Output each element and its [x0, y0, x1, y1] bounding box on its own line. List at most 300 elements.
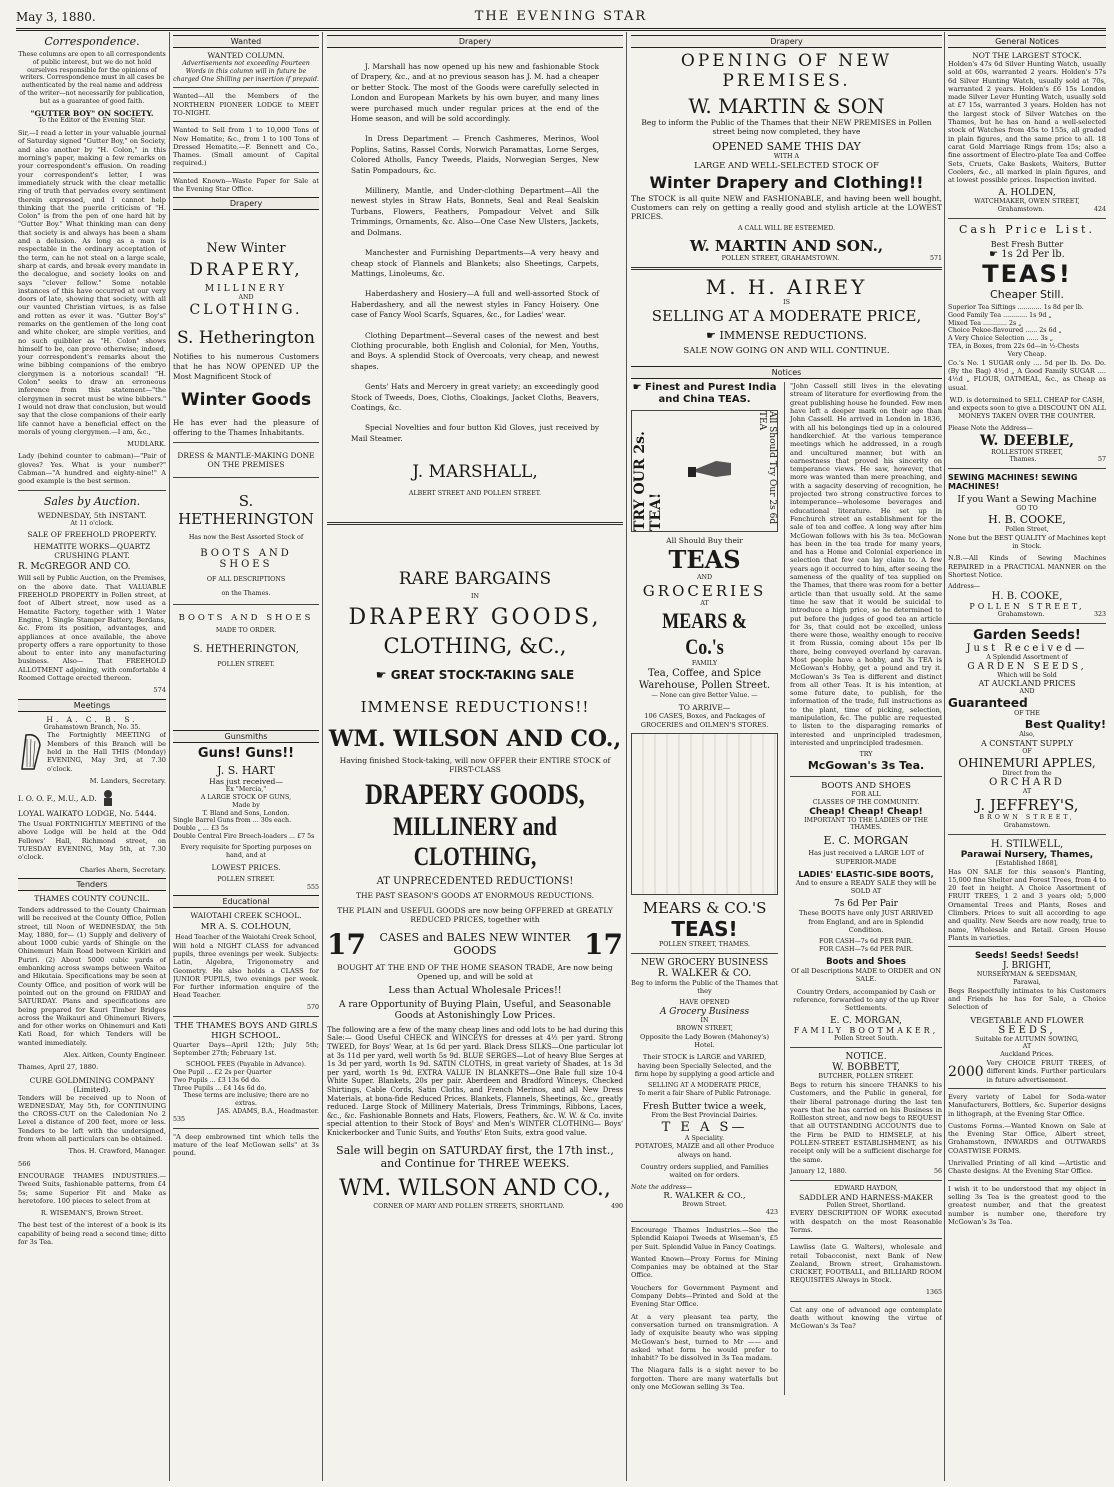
ready-sale: And to ensure a READY SALE they will be SOLD AT [795, 878, 937, 896]
cassell-story: "John Cassell still lives in the elevating stream of literature for everflowing from the great publishing house he founded. Few men have left a deeper mark on their age than John Cassell. He arrived in London in 1836, with all his belongings tied up in a coloured handkerchief. At the various temperance meetings which he addressed, in a rough and uncultured manner, but with an earnestness that proved his sincerity on temperance views. He saw, however, that more was wanted than mere preaching, and with a sagacity deserving of recognition, he projected two strong constructive forces to intemperance—wholesome beverages and educational literature. He set up in Fenchurch street an establishment for the sale of tea and coffee. A long way after him McGowan follows with his 3s tea. McGowan has been in the tea trade for many years, and has a Home and Colonial experience in selection that few can lay claim to. A few years ago it occurred to him, after seeing the sameness of the quality of tea supplied on the Thames, that there was room for a better article than that usually sold. At the same time he saw that it would be suicidal to introduce a high price, so he determined to put before the judges of good tea an article for 3s, that could not be excelled, unless there were those, wealthy enough to receive it from Russia, coming about 15s per lb there, being conveyed overland by caravan. Most people have a hobby, and 3s TEA is McGowan's Hobby, get a pound and try it. McGowan's 3s Tea is different and distinct from all other Teas. It is his intention, at some future date, to publish, for the information of the trade, full instructions as to the plant, time of picking, selection, manipulation, &c. The public are requested to listen to the disparaging remarks of interested and unprincipled tradesmen, interested and unprincipled tradesmen. [790, 382, 942, 747]
lodge-body: The Usual FORTNIGHTLY MEETING of the above Lodge will be held at the Odd Fellows' Hall, Richmond street, on TUESDAY EVENING, May 5th, at 7.30 o'clock. [18, 820, 166, 862]
tea-price-row: A Very Choice Selection ...... 3s „ [948, 335, 1053, 343]
hetherington-name: S. Hetherington [177, 328, 315, 349]
please-note: Please Note the Address— [948, 424, 1033, 432]
airey-reductions: ☛ IMMENSE REDUCTIONS. [706, 329, 867, 343]
tcc-body: Tenders addressed to the County Chairman will be received at the County Office, Pollen street, till Noon of WEDNESDAY, the 5th May, 1880, for— (1) Supply and delivery of about 1000 cubic yards of Shingle on the Ohinemuri Main Road between Kirikiri and Puriri. (2) About 5000 cubic yards of embanking across swamps between Waitoa and Hikutaia. Specifications may be seen at County Office, and position of work will be pointed out on the ground on FRIDAY and SATURDAY. Plans and specifications are being prepared for Kauri Timber Bridges across the Waikauri and Ohinemuri Rivers, and for other works on Ohinemuri and Kati Kati Road, for which Tenders will be wanted immediately. [18, 905, 166, 1047]
ad-new-winter: New Winter [206, 241, 286, 257]
column-5 [948, 32, 1106, 1483]
section-sales-by-auction: Sales by Auction. [43, 494, 141, 508]
seeds-seeds: Seeds! Seeds! Seeds! [975, 951, 1079, 962]
mcgowan-wish: I wish it to be understood that my object in selling 3s Tea is the greatest good to the greatest number, and that the greatest number is number one, therefore try McGowan's 3s Tea. [948, 1184, 1106, 1226]
hart-stock: A LARGE STOCK OF GUNS, [200, 793, 292, 801]
airey-selling: SELLING AT A MODERATE PRICE, [651, 307, 922, 326]
wanted-ad: Wanted to Sell from 1 to 10,000 Tons of New Hematite; &c., from 1 to 100 Tons of Dressed Hematite.—F. Bennett and Co., Thames. (Small amount of Capital required.) [173, 126, 319, 168]
hart-made-by: Made by [232, 801, 260, 809]
parawai-nursery: Parawai Nursery, Thames, [960, 849, 1094, 860]
wilson-name: WM. WILSON AND CO., [328, 725, 622, 752]
two-thousand: 2000 [948, 1063, 984, 1080]
bright-auckland: Auckland Prices. [1000, 1051, 1054, 1059]
garden-seeds-2: GARDEN SEEDS, [967, 661, 1087, 672]
garden-seeds: Garden Seeds! [973, 627, 1081, 643]
walker-beg: Beg to inform the Public of the Thames that they [631, 978, 778, 996]
made-to-order: Of all Descriptions MADE to ORDER and ON SALE. [791, 966, 942, 984]
pointing-hand-icon: ☛ [375, 667, 391, 682]
butter-price: ☛ 1s 2d Per lb. [989, 249, 1065, 261]
marshall-intro: J. Marshall has now opened up his new and fashionable Stock of Drapery, &c., and at no previous season has J. M. had a cheaper or better Stock. The most of the Goods were carefully selected in London and European Markets by his own buyer, and many lines were purchased much under regular prices at the end of the Home season, and will be sold accordingly. [351, 62, 599, 124]
notices-left-column [631, 382, 778, 1395]
opened-same-day: OPENED SAME THIS DAY [712, 140, 861, 153]
hacbs-body: The Fortnightly MEETING of Members of this Branch will be held in the Hall THIS (Monday) EVENING, May 3rd, at 7.30 o'clock. [47, 731, 166, 773]
tea-coffee-house: Tea, Coffee, and Spice Warehouse, Pollen Street. [638, 667, 771, 691]
morgan-address: Pollen Street South. [833, 1035, 899, 1043]
potatoes: POTATOES, MAIZE and all other Produce always on hand. [634, 1142, 775, 1159]
on-thames: on the Thames. [221, 589, 271, 597]
saddler-heading: SADDLER AND HARNESS-MAKER [799, 1192, 933, 1202]
walker-street: Brown Street. [682, 1201, 727, 1209]
of-the: OF THE [1014, 710, 1040, 718]
mcgowan-note: Cat any one of advanced age contemplate death without knowing the virtue of McGowan's 3s Tea? [790, 1305, 942, 1331]
grocery-business: A Grocery Business [659, 1007, 750, 1018]
sugar-prices: Co.'s No. 1 SUGAR only .... 5d per lb. Do. Do. (By the Bag) 4½d „ A Good Family SUGAR .... 4½d „ FLOUR, OATMEAL, &c., as Cheap as usual. [948, 358, 1106, 392]
to-arrive-body: 106 CASES, Boxes, and Packages of GROCERIES and OILMEN'S STORES. [640, 712, 769, 729]
lodge-name: LOYAL WAIKATO LODGE, No. 5444. [18, 809, 157, 819]
auction-title: SALE OF FREEHOLD PROPERTY. [27, 530, 157, 540]
ad-number: 424 [1093, 206, 1106, 214]
morgan-body: Has just received a LARGE LOT of SUPERIOR-MADE [808, 849, 924, 866]
bobbett-body: Begs to return his sincere THANKS to his Customers, and the Public in general, for their liberal patronage during the last ten years that he has carried on his Business in Rollleston street, and now begs to REQUEST that all OUTSTANDING ACCOUNTS due to the Firm be PAID to HIMSELF, at his POLLEN-STREET ESTABLISHMENT, as his receipt only will be a sufficient discharge for the same. [790, 1080, 942, 1164]
price-per-pair: 7s 6d Per Pair [834, 899, 898, 910]
bought-at: BOUGHT AT THE END OF THE HOME SEASON TRADE, Are now being Opened up, and will be sold at [337, 962, 613, 981]
martin-call: A CALL WILL BE ESTEEMED. [737, 224, 835, 232]
bright-body: Begs Respectfully intimates to his Customers and Friends he has for Sale, a Choice Selection of [948, 986, 1106, 1012]
cooke-address-label: Address— [948, 583, 981, 591]
boots-and-shoes-2: BOOTS AND SHOES [178, 612, 314, 623]
ad-number: 535 [173, 1115, 186, 1123]
airey-is: IS [783, 299, 790, 307]
pointing-hand-icon: ☛ [632, 382, 646, 394]
cooke-none-but: None but the BEST QUALITY of Machines kept in Stock. [948, 533, 1106, 550]
column-4 [631, 32, 942, 1483]
gun-price-row: Double Central Fire Breech-loaders ... £7 5s [173, 832, 315, 840]
section-gunsmiths: Gunsmiths [173, 730, 319, 743]
customs-forms: Customs Forms.—Wanted Known on Sale at the Evening Star Office, Albert street, Grahamstown, INWARDS and OUTWARDS COASTWISE FORMS. [948, 1121, 1106, 1155]
groceries-heading: GROCERIES [642, 581, 767, 600]
millinery-department: Millinery, Mantle, and Under-clothing Department—All the newest styles in Straw Hats, Bonnets, Seal and Real Sealskin Turbans, Flowers, Feathers, Pompadour Velvet and Silk Trimmings, Ornaments, &c. Also—One Case New Ulsters, Jackets, and Dolmans. [351, 186, 599, 237]
tea-illustration [631, 410, 778, 532]
ohinemuri-apples: OHINEMURI APPLES, [958, 755, 1096, 770]
walker-stock: Their STOCK is LARGE and VARIED, having been Specially Selected, and the firm hope by supplying a good article and [634, 1053, 775, 1078]
seventeen-right: 17 [584, 927, 623, 961]
tea-note: The best test of the interest of a book is its capability of being read a second time; ditto for 3s Tea. [18, 1221, 166, 1247]
stilwell-body: Has ON SALE for this season's Planting, 15,000 fine Shelter and Forest Trees, from 4 to 20 feet in height. A Choice Assortment of FRUIT TREES, 1 2 and 3 years old; 5,000 Ornamental Trees and Plants, Roses and Climbers. Prices to suit all according to age and quality. New Seeds are now ready, true to name, Wholesale and Retail. Green House Plants in varieties. [948, 867, 1106, 942]
all-should-buy: All Should Buy their [666, 536, 743, 546]
martin-beg: Beg to inform the Public of the Thames that their NEW PREMISES in Pollen street being now completed, they have [641, 118, 932, 136]
hacbs-heading: H. A. C. B. S. [46, 714, 138, 724]
ad-number: 574 [153, 686, 166, 695]
holden-town: Grahamstown. [997, 206, 1045, 214]
divider [18, 490, 166, 491]
speciality: A Speciality. [684, 1134, 725, 1142]
hetherington-name-2: S. HETHERINGTON [178, 492, 314, 529]
section-tenders: Tenders [18, 878, 166, 891]
to-arrive: TO ARRIVE— [678, 703, 731, 713]
stock-taking-sale: ☛ GREAT STOCK-TAKING SALE [375, 667, 575, 682]
wilson-address: CORNER OF MARY AND POLLEN STREETS, SHORTLAND. [373, 1202, 565, 1210]
auction-firm: R. McGREGOR AND CO. [18, 562, 131, 573]
rare-opportunity: A rare Opportunity of Buying Plain, Useful, and Seasonable Goods at Astonishingly Low Prices. [339, 999, 611, 1021]
encourage-notice-2: Encourage Thames Industries.—See the Splendid Kaiapoi Tweeds at Wiseman's, £5 per Suit. Splendid Value in Fancy Coatings. [631, 1226, 779, 1251]
oddfellows-emblem-icon [101, 789, 115, 807]
of: OF [1022, 747, 1032, 755]
elastic-side-boots: LADIES' ELASTIC-SIDE BOOTS, [798, 869, 934, 879]
cure-body: Tenders will be received up to Noon of WEDNESDAY, May 5th, for CONTINUING the CROSS-CUT on the Caledonian No 2 Level a distance of 200 feet, more or less. Tenders to be left with the undersigned, from whom all particulars can be obtained. [18, 1093, 166, 1144]
wanted-ad: Wanted—All the Members of the NORTHERN PIONEER LODGE to MEET TO-NIGHT. [173, 92, 319, 117]
winter-drapery: Winter Drapery and Clothing!! [649, 172, 924, 192]
wanted-column-heading: WANTED COLUMN. [207, 51, 285, 60]
try-2s-tea: TRY OUR 2s. TEA! [632, 431, 664, 532]
manchester-department: Manchester and Furnishing Departments—A very heavy and cheap stock of Flannels and Blankets; also Sheetings, Carpets, Mattings, Linoleums, &c. [351, 248, 599, 278]
just-received: Just Received— [966, 642, 1088, 654]
mears-name: MEARS & Co.'s [662, 607, 747, 659]
opening-new-premises: OPENING OF NEW PREMISES. [680, 51, 893, 91]
special-novelties: Special Novelties and four button Kid Gloves, just received by Mail Steamer. [351, 423, 599, 443]
auckland-prices: AT AUCKLAND PRICES [978, 679, 1076, 689]
large-stock: LARGE AND WELL-SELECTED STOCK OF [694, 160, 879, 171]
martin-name: W. MARTIN & SON [688, 94, 885, 118]
ad-number: 1365 [925, 1288, 942, 1296]
finest-teas: ☛ Finest and Purest India and China TEAS. [632, 382, 777, 406]
note-address: Note the address— [631, 1183, 693, 1191]
marshall-address: ALBERT STREET AND POLLEN STREET. [408, 490, 542, 498]
harp-emblem-icon [18, 731, 44, 771]
splendid-assortment: A Splendid Assortment of [986, 653, 1068, 661]
all-classes: CLASSES OF THE COMMUNITY. [812, 798, 920, 806]
try-mcgowan: TRY [859, 751, 873, 759]
section-general-notices: General Notices [948, 35, 1106, 48]
has-now: Has now the Best Assorted Stock of [188, 534, 304, 542]
teas-and: AND [696, 574, 713, 582]
wanted-note: Advertisements not exceeding Fourteen Words in this column will in future be charged One Shilling per insertion if prepaid. [173, 60, 319, 83]
country-orders: Country orders supplied, and Families waited on for orders. [640, 1163, 769, 1180]
immense-reductions: IMMENSE REDUCTIONS!! [360, 697, 590, 716]
wilson-name-2: WM. WILSON AND CO., [339, 1175, 611, 1201]
gents-department: Gents' Hats and Mercery in great variety; an exceedingly good Stock of Tweeds, Does, Cloths, Cloakings, Jacket Cloths, Beavers, Coatings, &c. [351, 382, 599, 412]
notices-right-column [784, 382, 942, 1395]
walker-name: R. WALKER & CO. [657, 967, 752, 979]
go-to: GO TO [1016, 505, 1038, 513]
column-rule [944, 32, 945, 1481]
family: FAMILY [691, 659, 718, 667]
boots-shoes: BOOTS AND SHOES [821, 781, 911, 792]
ad-number: 57 [1097, 456, 1106, 464]
autumn-sowing: Suitable for AUTUMN SOWING, [975, 1035, 1079, 1043]
gun-price-row: Double „ ... £3 5s [173, 825, 229, 833]
tea-price-row: Choice Pekoe-flavoured ...... 2s 6d „ [948, 327, 1062, 335]
martin-stock: The STOCK is all quite NEW and FASHIONABLE, and having been well bought, Customers can rely on getting a really good and stylish article at the LOWEST PRICES. [631, 193, 942, 221]
all-descriptions: OF ALL DESCRIPTIONS [206, 575, 286, 583]
drapery-goods-big: DRAPERY GOODS, [365, 777, 585, 811]
hacbs-branch: Grahamstown Branch, No. 35. [43, 723, 141, 731]
bright-parawai: Parawai, [1013, 979, 1041, 986]
labels-notice: Every variety of Label for Soda-water Manufacturers, Bottlers, &c. Superior designs in lithograph, at the Evening Star Office. [948, 1092, 1106, 1118]
waiotahi-heading: WAIOTAHI CREEK SCHOOL. [190, 910, 302, 920]
ad-number: 56 [933, 1167, 942, 1175]
teas-heading-2: TEAS! [671, 916, 738, 941]
column-rule [169, 32, 170, 1481]
made-to-order: MADE TO ORDER. [215, 626, 277, 634]
ad-number: 571 [929, 254, 942, 262]
auction-time: At 11 o'clock. [70, 519, 114, 527]
pointing-hand-icon: ☛ [989, 249, 1002, 261]
teas-heading: TEAS [668, 545, 741, 575]
holden-body: Holden's 47s 6d Silver Hunting Watch, usually sold at 60s, warranted 2 years. Holden's 57s 6d Silver Hunting Watch, usually sold at 70s, warranted 2 years. Holden's £6 15s London made Silver Lever Hunting Watch, usually sold at £7 15s, warranted 3 years. Holden has not the largest stock of Silver Watches on the Thames, but he has on hand a well-selected stock of Watches from 45s to 155s, all graded in plain figures, and the same price to all. 18 carat Gold Marriage Rings from 15s; also a fine assortment of Electro-plate Tea and Coffee Sets, Cruets, Cake Baskets, Waiters, Butter Coolers, &c., all marked in plain figures, and at lowest possible prices. Inspection invited. [948, 60, 1106, 185]
stilwell-name: H. STILWELL, [990, 838, 1064, 850]
letter-heading: "GUTTER BOY" ON SOCIETY. [30, 108, 154, 118]
walker-name-2: R. WALKER & CO., [663, 1191, 746, 1202]
marshall-name: J. MARSHALL, [412, 462, 538, 483]
walker-brown: BROWN STREET, [676, 1024, 733, 1032]
letter-signature: MUDLARK. [127, 440, 166, 449]
wanted-ad: Wanted Known—Waste Paper for Sale at the Evening Star Office. [173, 176, 319, 194]
niagara: The Niagara falls is a sight never to be forgotten. There are many waterfalls but only one McGowan selling 3s Tea. [631, 1366, 779, 1392]
not-largest-stock: NOT THE LARGEST STOCK. [972, 51, 1082, 60]
hart-received: Has just received— [209, 777, 283, 787]
teas-heading: TEAS! [982, 260, 1072, 289]
fee-row: Three Pupils ... £4 14s 6d do. [173, 1084, 267, 1092]
jeffrey-street: BROWN STREET, [979, 814, 1075, 822]
letter-body: Sir,—I read a letter in your valuable journal of Saturday signed "Gutter Boy," on Society, and also another by "H. Colon," in this morning's paper, making a few remarks on your correspondent's effusion. On reading your correspondent's letter, I was immediately struck with the clear metallic ring of truth that pervades every sentiment therein expressed, and I cannot help thinking that the puerile criticism of "H. Colon" is from the pen of one hard hit by "Gutter Boy." What thinking man can deny that society is and always has been a sham and a delusion. As long as a man is respectable in the ordinary acceptation of the term, can he not steal on a large scale, sharp at cards, and break every mandate in the decalogue, and society looks on and says "clever fellow." Some notable instances of this have occurred at our very doors of late, showing that society, with all our vaunted Christian virtues, is as false and rotten as ever it was. "Gutter Boy's" remarks on the gentlemen of the long coat and white choker, are simple verities, and no such quibbler as "H. Colon" shows himself to be, can prove otherwise; indeed, your correspondent's remarks about the wine bibbing companions of the embryo clergymen is a notorious scandal! "H. Colon" seeks to draw an erroneous inference from this statement—"the clergymen in secret must be wine bibbers." I would not draw that conclusion, but would say that the close companions of their early life cannot have a beneficial effect on the morals of young clergymen.—I am, &c., [18, 129, 166, 436]
millinery-clothing-big: MILLINERY and CLOTHING, [393, 811, 557, 871]
deeble-town: Thames. [1009, 456, 1037, 464]
walker-merit: To merit a fair Share of Public Patronage. [637, 1090, 772, 1098]
hart-ship: Ex "Mercia," [225, 786, 267, 794]
headmaster: JAS. ADAMS, B.A., Headmaster. [217, 1107, 319, 1115]
hart-requisite: Every requisite for Sporting purposes on hand, and at [180, 843, 312, 859]
tcc-heading: THAMES COUNTY COUNCIL. [34, 893, 150, 903]
cheaper-still: Cheaper Still. [990, 288, 1064, 302]
cure-signature: Thos. H. Crawford, Manager. [68, 1147, 166, 1156]
none-better: — None can give Better Value. — [651, 691, 758, 699]
quarter-days: Quarter Days—April 12th; July 5th; September 27th; February 1st. [173, 1040, 319, 1057]
vouchers: Vouchers for Government Payment and Company Debts—Printed and Sold at the Evening Star Office. [631, 1283, 779, 1309]
ad-and: AND [238, 294, 254, 302]
section-educational: Educational [173, 895, 319, 908]
tcc-signature: Alex. Aitken, County Engineer. [63, 1051, 166, 1059]
joke: Lady (behind counter to cabman)—"Pair of gloves? Yes. What is your number?" Cabman—"A hundred and eighty-nine!" A good example is the best sermon. [18, 452, 166, 486]
deeble-name: W. DEEBLE, [980, 432, 1074, 449]
pointing-hand-illustration-icon [686, 441, 736, 501]
column-rule [626, 32, 627, 1481]
ioof-heading: I. O. O. F., M.U., A.D. [18, 793, 97, 803]
saddler-address: Pollen Street, Shortland. [826, 1201, 906, 1209]
auction-date: WEDNESDAY, 5th INSTANT. [37, 510, 147, 520]
important-ladies: IMPORTANT TO THE LADIES OF THE THAMES. [804, 816, 928, 832]
haydon-name: EDWARD HAYDON, [834, 1184, 898, 1192]
tea-note: "A deep embrowned tint which tells the mature of the leaf McGowan sells" at 3s pound. [173, 1132, 319, 1158]
these-boots: These BOOTS have only JUST ARRIVED from England, and are in Splendid Condition. [798, 909, 934, 935]
hart-address: POLLEN STREET. [217, 876, 275, 884]
clothing-department: Clothing Department—Several cases of the newest and best Clothing procurable, both English and Colonial, for Men, Youths, and Boys. A splendid Stock of Overcoats, very cheap, and newest shapes. [351, 330, 599, 371]
tea-dealers-illustration [631, 733, 778, 895]
section-wanted: Wanted [173, 35, 319, 48]
walker-selling: SELLING AT A MODERATE PRICE, [647, 1082, 762, 1090]
morgan-name: E. C. MORGAN [823, 834, 909, 848]
walker-in: IN [700, 1017, 709, 1025]
ad-millinery: MILLINERY [204, 284, 288, 295]
for-cash: FOR CASH—7s 6d PER PAIR. [819, 946, 914, 954]
wilson-having: Having finished Stock-taking, will now OFFER their ENTIRE STOCK of FIRST-CLASS [339, 755, 611, 774]
country-orders-morgan: Country Orders, accompanied by Cash or reference, forwarded to any of the up River Settlements. [793, 987, 939, 1013]
sewing-machines: SEWING MACHINES! SEWING MACHINES! [948, 473, 1078, 492]
boots-and-shoes-heading: Boots and Shoes [826, 956, 906, 967]
with-a: WITH A [773, 153, 800, 160]
cooke-name-2: H. B. COOKE, [991, 590, 1063, 602]
school-fees-heading: SCHOOL FEES (Payable in Advance). [186, 1061, 306, 1069]
airey-name: M. H. AIREY [705, 275, 868, 300]
unrivalled-printing: Unrivalled Printing of all kind —Artistic and Chaste designs. At the Evening Star Office. [948, 1159, 1106, 1176]
winter-goods: Winter Goods [180, 390, 312, 411]
morgan-name-2: E. C. MORGAN, [830, 1016, 902, 1027]
masthead [16, 6, 1106, 31]
column-rule [322, 32, 323, 1481]
ad-number: 323 [1093, 610, 1106, 618]
high-school-heading: THE THAMES BOYS AND GIRLS HIGH SCHOOL. [174, 1020, 318, 1041]
mcgowan-tea: McGowan's 3s Tea. [807, 759, 925, 773]
ad-clothing: CLOTHING. [189, 302, 303, 319]
section-notices: Notices [631, 366, 942, 379]
deeble-street: ROLLESTON STREET, [991, 448, 1063, 456]
for-cash: FOR CASH—7s 6d PER PAIR. [819, 938, 914, 946]
bright-name: J. BRIGHT, [1002, 961, 1052, 972]
if-you-want: If you Want a Sewing Machine [957, 495, 1097, 506]
cooke-town: Grahamstown. [997, 610, 1045, 618]
ad-number: 490 [610, 1202, 623, 1210]
dress-mantle-making: DRESS & MANTLE-MAKING DONE ON THE PREMISES [177, 451, 315, 470]
nurseryman: NURSERYMAN & SEEDSMAN, [976, 971, 1078, 979]
cooke-street: Pollen Street, [1005, 525, 1049, 533]
fee-row: One Pupil ... £2 2s per Quarter [173, 1068, 272, 1076]
bright-at: AT [1022, 1043, 1032, 1051]
wanted-known-proxy: Wanted Known—Proxy Forms for Mining Companies may be obtained at the Star Office. [631, 1254, 779, 1280]
newspaper-title: THE EVENING STAR [474, 9, 648, 24]
bobbett-date: January 12, 1880. [790, 1167, 847, 1175]
cases-new-winter: CASES and BALES NEW WINTER GOODS [379, 931, 571, 958]
hart-name: J. S. HART [217, 764, 275, 778]
walker-opposite: Opposite the Lady Bowen (Mahoney's) Hotel. [640, 1032, 770, 1050]
family-bootmaker: FAMILY BOOTMAKER, [793, 1026, 939, 1036]
hart-maker: T. Bland and Sons, London. [202, 809, 290, 817]
plain-useful: THE PLAIN and USEFUL GOODS are now being OFFERED at GREATLY REDUCED PRICES, together with [337, 905, 613, 924]
colhoun-body: Will hold a NIGHT CLASS for advanced pupils, three evenings per week. Subjects: Latin, Algebra, Trigonometry and Geometry. He also holds a CLASS for JUNIOR PUPILS, two evenings per week. For further information enquire of the Head Teacher. [173, 941, 319, 1000]
sale-now: SALE NOW GOING ON AND WILL CONTINUE. [683, 346, 890, 357]
haberdashery-department: Haberdashery and Hosiery—A full and well-assorted Stock of Haberdashery, and all the newest styles in Fancy Hoisery. One case of Fancy Wool Scarfs, Squares, &c., for Ladies' wear. [351, 289, 599, 320]
section-drapery: Drapery [173, 197, 319, 210]
teas-at: AT [700, 599, 709, 607]
auction-subtitle: HEMATITE WORKS—QUARTZ CRUSHING PLANT. [33, 542, 151, 561]
tea-price-row: TEA, in Boxes, from 22s 6d—in ½-Chests [948, 343, 1079, 351]
direct-from: Direct from the [1002, 769, 1052, 777]
colhoun-name: MR A. S. COLHOUN, [200, 921, 292, 932]
correspondence-disclaimer: These columns are open to all correspondents of public interest, but we do not hold ourselves responsible for the opinions of writers. Correspondence must in all cases be authenticated by the real name and address of the writer—not necessarily for publication, but as a guarantee of good faith. [18, 51, 166, 105]
cure-heading: CURE GOLDMINING COMPANY (Limited). [29, 1075, 155, 1094]
lawliss-notice: Lawliss (late G. Walters), wholesale and retail Tobacconist, next Bank of New Zealand, Brown street, Grahamstown. CRICKET, FOOTBALL, and BILLIARD ROOM REQUISITES Always in Stock. [790, 1243, 942, 1285]
section-meetings: Meetings [18, 699, 166, 712]
best-quality: Best Quality! [1024, 717, 1106, 731]
orchard: ORCHARD [989, 777, 1065, 789]
notice-heading: NOTICE. [845, 1052, 887, 1063]
ad-number: 555 [306, 884, 319, 892]
sale-begin: Sale will begin on SATURDAY first, the 17th inst., and Continue for THREE WEEKS. [336, 1143, 614, 1170]
seeds-heading: SEEDS, [998, 1024, 1056, 1036]
column-1 [18, 32, 166, 1483]
teas-speciality: T E A S— [661, 1119, 748, 1135]
have-opened: HAVE OPENED [679, 999, 730, 1007]
lowest-prices: LOWEST PRICES. [211, 863, 281, 873]
wiseman-signature: R. WISEMAN'S, Brown Street. [40, 1209, 144, 1218]
constant-supply: A CONSTANT SUPPLY [980, 738, 1074, 748]
ad-number: 423 [766, 1209, 779, 1217]
section-correspondence: Correspondence. [44, 35, 140, 48]
column-3 [327, 32, 623, 1483]
hetherington-body: Notifies to his numerous Customers that he has NOW OPENED UP the Most Magnificent Stock of [173, 352, 319, 382]
cooke-street-2: POLLEN STREET, [969, 601, 1085, 611]
also: Also, [1019, 730, 1035, 738]
hacbs-signature: M. Landers, Secretary. [89, 776, 166, 785]
bobbett-name: W. BOBBETT, [832, 1062, 900, 1074]
section-drapery-header-2: Drapery [631, 35, 942, 48]
butter-from: From the Best Provincial Dairies. [651, 1111, 758, 1119]
martin-address: POLLEN STREET, GRAHAMSTOWN. [721, 254, 840, 262]
gun-price-row: Single Barrel Guns from ... 30s each. [173, 817, 292, 825]
column-2 [173, 32, 319, 1483]
past-season: THE PAST SEASON'S GOODS AT ENORMOUS REDUCTIONS. [355, 890, 594, 900]
saddler-body: EVERY DESCRIPTION OF WORK executed with despatch on the most Reasonable Terms. [790, 1209, 942, 1234]
for-all: FOR ALL [851, 791, 881, 799]
drapery-goods-heading: DRAPERY GOODS, [348, 604, 602, 630]
guns-heading: Guns! Guns!! [197, 746, 295, 762]
pointing-hand-icon: ☛ [706, 329, 720, 343]
cooke-nb: N.B.—All Kinds of Sewing Machines REPAIRED in a PRACTICAL MANNER on the Shortest Notice. [948, 554, 1106, 579]
tea-price-row: Mixed Tea ............ 2s „ [948, 319, 1022, 327]
fee-row: Two Pupils ... £3 13s 6d do. [173, 1076, 261, 1084]
holden-name: A. HOLDEN, [998, 188, 1056, 199]
colhoun-title: Head Teacher of the Waiotahi Creek School, [175, 933, 317, 941]
jeffrey-name: J. JEFFREY'S, [975, 796, 1079, 815]
holden-trade: WATCHMAKER, OWEN STREET, [974, 198, 1080, 206]
sale-list: The following are a few of the many cheap lines and odd lots to be had during this Sale:— Good Useful CHECK and WINCEYS for dresses at 4½ per yard. Strong TWEED, for Boys' Wear, at 1s 6d per yard. Black Dress SILKS—One particular lot at 3s 11d per yard, well worth 5s 9d. BLUE SERGES—Lot of heavy Blue Serges at 1s 3d per yard, worth 1s 9d. SATIN CLOTHS, in great variety of Shades, at 1s 3d per yard, worth 1s 9d. EXTRA VALUE IN BLANKETS—One Bale full size 10-4 White Super. Blankets, 20s per pair. Aberdeen and Bradford Winceys, Checked Shirtings, Cable Cords, Satin Cloths, and French Merinos, and all New Dress Materials, at bona-fide Reduced Prices. Blankets, Flannels, Sheetings, &c., greatly reduced. Large Stock of Millinery Materials, Dress Trimmings, Ribbons, Laces, &c., &c. Fashionable Bonnets and Hats, Flowers, Feathers, &c. W. W. & Co. invite special attention to their Stock of Boys' and Men's WINTER CLOTHING— Boys' Knickerbocker and Tunic Suits, and Youths' Eton Suits, extra good value. [327, 1025, 623, 1137]
ad-drapery: DRAPERY, [189, 260, 303, 281]
bobbett-trade: BUTCHER, POLLEN STREET. [818, 1073, 914, 1081]
all-should-try: All Should Try Our 2s 6d TEA [757, 411, 778, 525]
lodge-signature: Charles Ahern, Secretary. [79, 865, 166, 874]
dress-department: In Dress Department — French Cashmeres, Merinos, Wool Poplins, Satins, Rassel Cords, Norwich Paramattas, Lorne Serges, Colored Atholls, Fancy Tweeds, Plaids, Norwegian Serges, New Satin Pompadours, &c. [351, 134, 599, 175]
hetherington-pleasure: He has ever had the pleasure of offering to the Thames Inhabitants. [173, 418, 319, 438]
section-drapery-header: Drapery [327, 35, 623, 48]
vegetable-flower: VEGETABLE AND FLOWER [970, 1015, 1084, 1025]
cheap-cheap: Cheap! Cheap! Cheap! [809, 806, 923, 817]
cooke-name: H. B. COOKE, [988, 512, 1066, 526]
jeffrey-at: AT [1022, 788, 1032, 796]
cash-price-list: Cash Price List. [959, 223, 1095, 237]
new-grocery: NEW GROCERY BUSINESS [640, 957, 769, 968]
guaranteed: Guaranteed [948, 696, 1028, 711]
fruit-trees: Very CHOICE FRUIT TREES, of different kinds. Further particulars in future advertisement. [986, 1059, 1106, 1084]
which-sold: Which will be Sold [997, 671, 1057, 679]
fee-note: These terms are inclusive; there are no extras. [183, 1092, 309, 1108]
seventeen-left: 17 [327, 927, 366, 961]
letter-to: To the Editor of the Evening Star. [38, 117, 146, 125]
